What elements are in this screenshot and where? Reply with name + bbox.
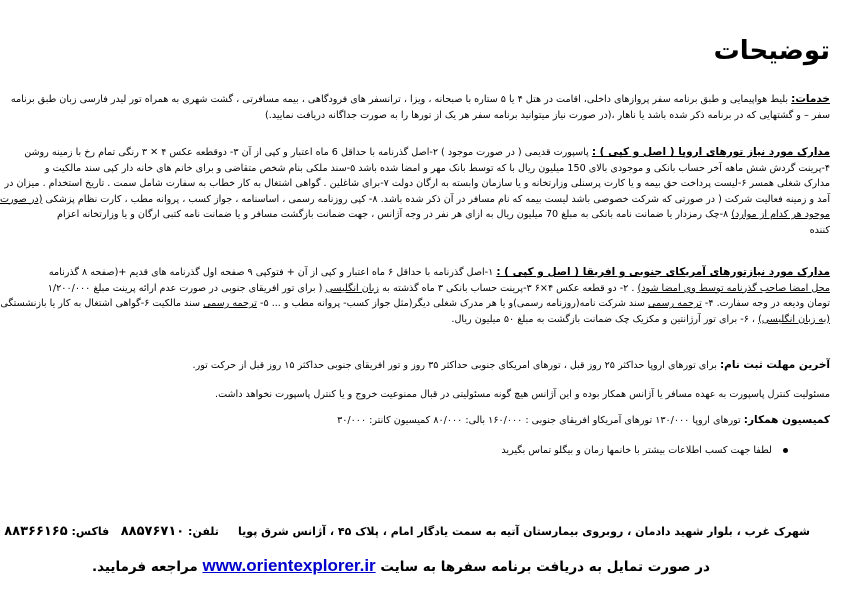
europe-line-6: کننده bbox=[809, 224, 830, 236]
europe-line-4: آمد و زمینه فعالیت شرکت ( در صورتی که شرکت خصوصی باشد لیست بیمه که نام مسافر در آن ذکر شده باشد. ۸- کپی روزنامه رسمی ، اساسنامه ، جواز کسب ، پروانه مطب ، کارت نظام پزشکی bbox=[45, 193, 830, 205]
fax-number: ۸۸۳۶۶۱۶۵ bbox=[4, 524, 68, 539]
footer-contact bbox=[4, 524, 810, 539]
europe-line-5: ۸-چک رمزدار یا ضمانت نامه بانکی به مبلغ 70 میلیون ریال به ازای هر نفر در وجه آژانس ، جهت ضمانت بازگشت مسافر و یا ضمانت نامه کتبی ارگان و یا وزارتخانه اعزام bbox=[57, 209, 729, 220]
america-line-2b: ( برای تور افریقای جنوبی در صورت عدم ارائه پرینت مبلغ ۱/۲۰۰/۰۰۰ bbox=[47, 282, 323, 294]
america-line-1: ۱-اصل گذرنامه با حداقل ۶ ماه اعتبار و کپی از آن + فتوکپی ۹ صفحه اول گذرنامه های قدیم +(صفحه ۸ گذرنامه bbox=[48, 267, 494, 278]
cta-before: در صورت تمایل به دریافت برنامه سفرها به سایت bbox=[380, 559, 710, 575]
cta-after: مراجعه فرمایید. bbox=[91, 559, 198, 575]
phone-label: تلفن: bbox=[188, 525, 219, 538]
america-line-2-underlined: محل امضا صاحب گذرنامه توسط وی امضا شود) bbox=[637, 282, 830, 294]
phone-number: ۸۸۵۷۶۷۱۰ bbox=[120, 524, 185, 539]
europe-line-4-underlined: (در صورت bbox=[0, 193, 43, 205]
europe-documents-paragraph bbox=[0, 145, 830, 238]
america-documents-paragraph bbox=[0, 265, 830, 327]
services-paragraph bbox=[10, 92, 830, 123]
services-label: خدمات: bbox=[791, 93, 830, 105]
bullet-icon bbox=[783, 448, 788, 453]
europe-line-2: ۴-پرینت گردش شش ماهه آخر حساب بانکی و موجودی بالای 150 میلیون ریال با که توسط بانک مهر و امضا شده باشد ۵-سند ملکی بنام شخص متقاضی و برای خانم های خانه دار کپی سند مالکیت و bbox=[44, 162, 830, 174]
responsibility-text: مسئولیت کنترل پاسپورت به عهده مسافر یا آژانس همکار بوده و این آژانس هیچ گونه مسئولیتی در قبال ممنوعیت خروج و یا کنترل پاسپورت نخواهد داشت. bbox=[215, 389, 830, 400]
deadline-paragraph bbox=[102, 358, 830, 374]
contact-note-text: لطفا جهت کسب اطلاعات بیشتر با خانمها زمان و بیگلو تماس بگیرید bbox=[501, 445, 772, 456]
america-line-3c: سند مالکیت ۶-گواهی اشتغال به کار یا بازنشستگی bbox=[0, 298, 201, 309]
america-line-4-underlined: (به زبان انگلیسی) bbox=[758, 313, 830, 325]
deadline-label: آخرین مهلت ثبت نام: bbox=[719, 359, 830, 371]
services-line-2: سفر – و گشتهایی که در برنامه ذکر شده باشد یا ناهار ،(در صورت نیاز میتوانید برنامه سفر هر یک از تورها را به صورت جداگانه دریافت نمایید.) bbox=[265, 109, 830, 121]
america-line-4: ، ۶- برای تور آرژانتین و مکزیک چک ضمانت بازگشت به مبلغ ۵۰ میلیون ریال. bbox=[451, 313, 755, 325]
europe-line-1: پاسپورت قدیمی ( در صورت موجود ) ۲-اصل گذرنامه با حداقل 6 ماه اعتبار و کپی از آن ۳- دوقطعه عکس ۴ ✕ ۳ رنگی تمام رخ با زمینه روشن bbox=[24, 147, 589, 158]
services-line-1: بلیط هواپیمایی و طبق برنامه سفر پروازهای داخلی، اقامت در هتل ۴ یا ۵ ستاره با صبحانه ، ویزا ، ترانسفر های فرودگاهی ، بیمه مسافرتی ، گشت شهری به همراه تور لیدر فارسی زبان طبق برنامه bbox=[10, 94, 789, 105]
europe-documents-label: مدارک مورد نیاز تورهای اروپا ( اصل و کپی ) : bbox=[591, 146, 830, 158]
europe-line-3: مدارک شغلی همسر ۶-لیست پرداخت حق بیمه و یا کارت پرسنلی وزارتخانه و یا سازمان وابسته به ارگان دولت ۷-برای شاغلین . گواهی اشتغال به کار خطاب به سفارت شامل سمت . تاریخ استخدام . میزان در bbox=[4, 178, 830, 189]
footer-website-cta bbox=[92, 556, 710, 576]
america-line-2-english: زبان انگلیسی bbox=[325, 282, 380, 294]
commission-label: کمیسیون همکار: bbox=[743, 414, 830, 426]
deadline-text: برای تورهای اروپا حداکثر ۲۵ روز قبل ، تورهای امریکای جنوبی حداکثر ۳۵ روز و تور افریقای جنوبی حداکثر ۱۵ روز قبل از حرکت تور. bbox=[192, 360, 717, 371]
america-documents-label: مدارک مورد نیازتورهای آمریکای جنوبی و افریقا ( اصل و کپی ) : bbox=[496, 266, 830, 278]
fax-label: فاکس: bbox=[71, 525, 110, 538]
page-title: توضیحات bbox=[713, 36, 830, 66]
america-line-3-official-translation-2: ترجمه رسمی bbox=[203, 298, 257, 309]
responsibility-paragraph bbox=[102, 387, 830, 403]
america-line-3b: سند شرکت نامه(روزنامه رسمی)و یا هر مدرک شغلی دیگر(مثل جواز کسب- پروانه مطب و ... ۵- bbox=[260, 298, 645, 309]
contact-note bbox=[102, 443, 830, 459]
footer-address: شهرک غرب ، بلوار شهید دادمان ، روبروی بیمارستان آتیه به سمت یادگار امام ، پلاک ۴۵ ، آژانس شرق پویا bbox=[238, 525, 810, 538]
america-line-2a: . ۲- دو قطعه عکس ۴×۶ ۳-پرینت حساب بانکی ۳ ماه گذشته به bbox=[382, 282, 635, 294]
commission-text: تورهای اروپا ۱۳۰/۰۰۰ تورهای آمریکاو افریقای جنوبی : ۱۶۰/۰۰۰ بالی: ۸۰/۰۰۰ کمیسیون کانتر: ۳۰/۰۰۰ bbox=[337, 415, 741, 426]
america-line-3-official-translation: ترجمه رسمی bbox=[647, 298, 702, 309]
europe-line-5-underlined: موجود هر کدام از موارد) bbox=[731, 209, 830, 220]
commission-paragraph bbox=[102, 413, 830, 429]
america-line-3a: تومان ودیعه در وجه سفارت. ۴- bbox=[704, 298, 830, 309]
website-link[interactable]: www.orientexplorer.ir bbox=[202, 556, 376, 575]
